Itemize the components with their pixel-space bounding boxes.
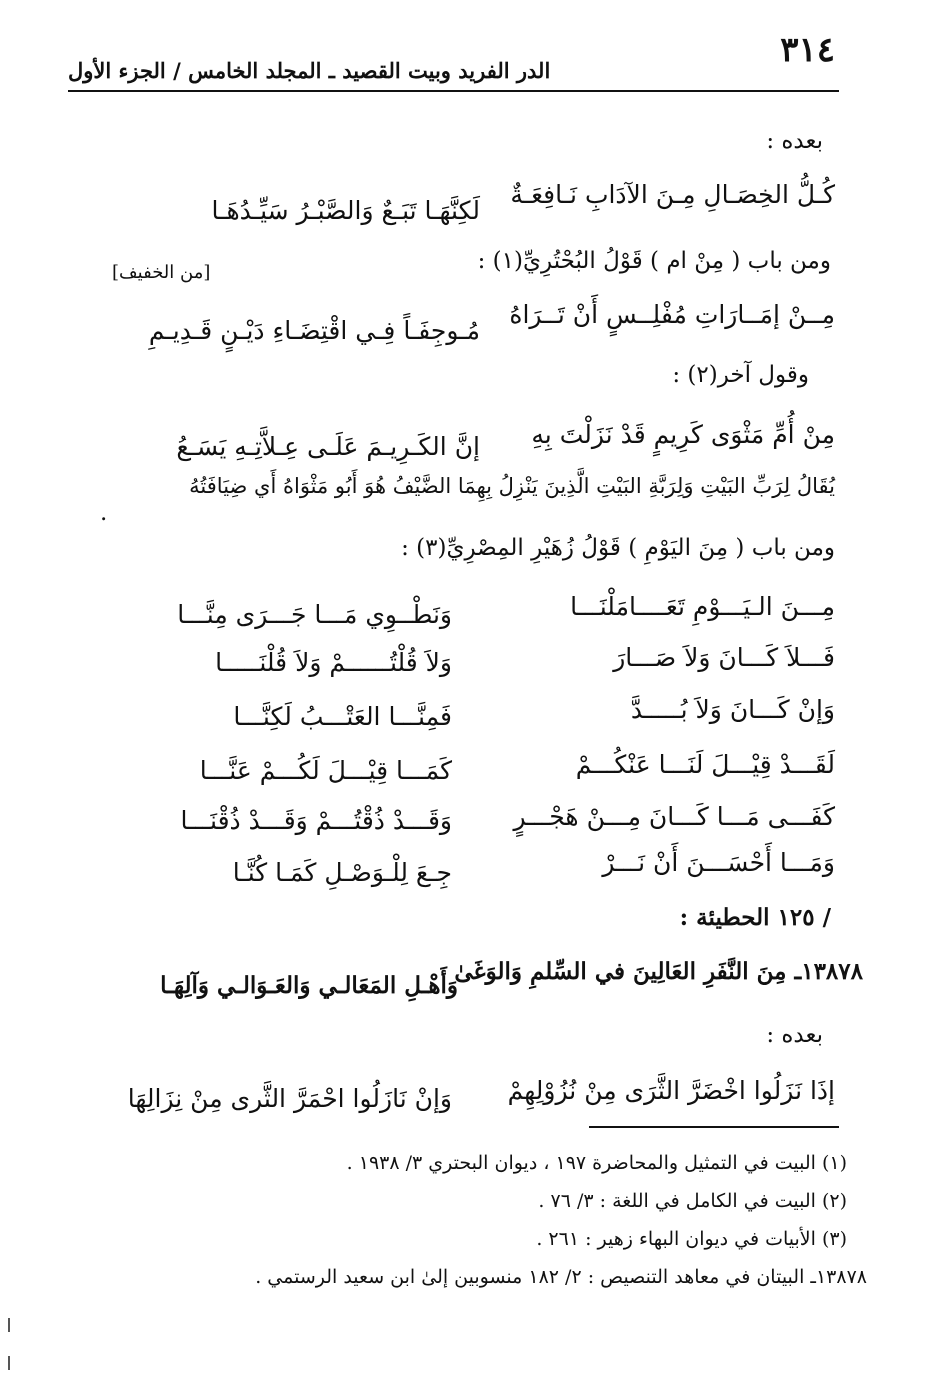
- intro-zuhayr: ومن باب ( مِنَ اليَوْمِ ) قَوْلُ زُهَيْرِ المِصْرِيِّ(٣) :: [401, 535, 835, 561]
- stanza-left-hemistich: كَمَـــا قِيْـــلَ لَكُـــمْ عَنَّـــا: [199, 756, 452, 785]
- stanza-left-hemistich: وَلاَ قُلْتُــــــمْ وَلاَ قُلْنَـــــا: [215, 648, 452, 677]
- verse-left-hemistich: لَكِنَّهَـا تَبَـعٌ وَالصَّبْـرُ سَيِّـدُهَـا: [211, 196, 480, 225]
- verse-right-hemistich: كُـلُّ الخِصَـالِ مِـنَ الآدَابِ نَـافِعَـةٌ: [510, 180, 835, 209]
- footnote: (١) البيت في التمثيل والمحاضرة ١٩٧ ، ديوان البحتري ٣/ ١٩٣٨ .: [346, 1152, 847, 1174]
- intro-other: وقول آخر(٢) :: [672, 362, 809, 388]
- intro-buhturi: ومن باب ( مِنْ ام ) قَوْلُ البُحْتُرِيِّ(١) :: [477, 248, 831, 274]
- stanza-right-hemistich: مِـــنَ الـيَـــوْمِ تَعَــــامَلْنَـــا: [570, 592, 835, 621]
- gloss-line-end: .: [100, 500, 108, 526]
- stanza-right-hemistich: وَإنْ كَـــانَ وَلاَ بُـــــدَّ: [630, 695, 835, 724]
- main-verse-right: ١٣٨٧٨ـ مِنَ النَّفَرِ العَالِينَ في السِّلمِ وَالوَغَىٰ: [454, 958, 863, 985]
- stanza-right-hemistich: وَمَـــا أَحْسَـــنَ أَنْ نَـــرْ: [602, 848, 835, 877]
- running-title: الدر الفريد وبيت القصيد ـ المجلد الخامس / الجزء الأول: [68, 58, 551, 83]
- verse-right-hemistich: مِنْ أُمِّ مَثْوَى كَرِيمٍ قَدْ نَزَلْتَ بِهِ: [531, 420, 835, 449]
- stanza-left-hemistich: وَقَـــدْ ذُقْتُـــمْ وَقَـــدْ ذُقْنَـــا: [180, 806, 452, 835]
- footnote: ١٣٨٧٨ـ البيتان في معاهد التنصيص : ٢/ ١٨٢ منسوبين إلىٰ ابن سعيد الرستمي .: [255, 1266, 867, 1288]
- margin-mark: [8, 1356, 10, 1370]
- section-heading: / ١٢٥ الحطيئة :: [679, 904, 831, 931]
- after-label: بعده :: [766, 1022, 823, 1048]
- stanza-left-hemistich: جِـعَ لِلْـوَصْـلِ كَمَـا كُنَّـا: [232, 858, 452, 887]
- verse-right-hemistich: إذَا نَزَلُوا اخْضَرَّ الثَّرَى مِنْ نُزُوْلِهِمْ: [507, 1076, 835, 1105]
- after-label: بعده :: [766, 128, 823, 154]
- stanza-right-hemistich: كَفَـــى مَـــا كَـــانَ مِـــنْ هَجْـــرٍ: [513, 802, 835, 831]
- stanza-right-hemistich: فَـــلاَ كَـــانَ وَلاَ صَـــارَ: [613, 643, 835, 672]
- page-number: ٣١٤: [780, 30, 835, 70]
- page-header: [68, 28, 835, 90]
- stanza-left-hemistich: فَمِنَّـــا العَتْـــبُ لَكِنَّـــا: [233, 702, 452, 731]
- verse-left-hemistich: وَإنْ نَازَلُوا احْمَرَّ الثَّرى مِنْ نِزَالِهَا: [127, 1084, 452, 1113]
- gloss-line: يُقَالُ لِرَبِّ البَيْتِ وَلِرَبَّةِ البَيْتِ الَّذِينَ يَنْزِلُ بِهِمَا الضَّيْفُ هُوَ أَبُو مَثْوَاهُ أَي ضِيَافَتُهُ: [189, 474, 835, 498]
- verse-right-hemistich: مِــنْ إمَــارَاتِ مُفْلِــسٍ أَنْ تَــرَاهُ: [509, 300, 835, 329]
- verse-left-hemistich: مُـوجِفَـاً فِـي اقْتِضَـاءِ دَيْـنٍ قَـدِيـمِ: [148, 316, 480, 345]
- main-verse-left: وَأَهْـلِ المَعَالـي وَالعَـوَالـي وَآلِهَـا: [160, 972, 458, 999]
- stanza-right-hemistich: لَقَـــدْ قِيْـــلَ لَنَـــا عَنْكُـــمْ: [575, 750, 835, 779]
- footnote: (٣) الأبيات في ديوان البهاء زهير : ٢٦١ .: [536, 1228, 847, 1250]
- stanza-left-hemistich: وَنَطْــوِي مَـــا جَـــرَى مِنَّـــا: [177, 600, 452, 629]
- meter-label: [من الخفيف]: [112, 262, 211, 283]
- header-rule: [68, 90, 839, 92]
- verse-left-hemistich: إنَّ الكَـرِيـمَ عَلَـى عِـلاَّتِـهِ يَسَـعُ: [176, 432, 480, 461]
- footnote-rule: [589, 1126, 839, 1128]
- footnote: (٢) البيت في الكامل في اللغة : ٣/ ٧٦ .: [538, 1190, 847, 1212]
- margin-mark: [8, 1318, 10, 1332]
